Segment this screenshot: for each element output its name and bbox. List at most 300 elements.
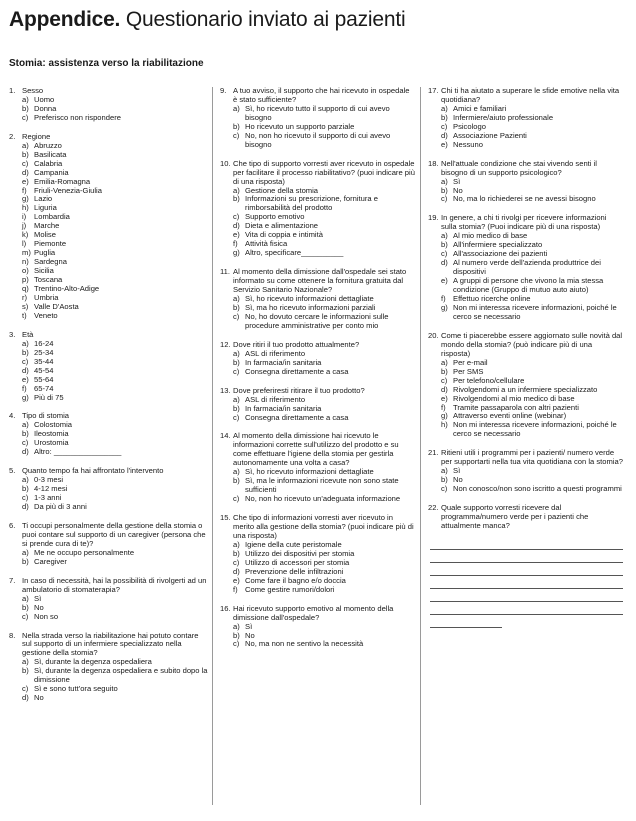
- option-letter: b): [233, 121, 240, 131]
- question-header: [428, 504, 623, 531]
- option-text: Sicilia: [34, 266, 54, 276]
- option-letter: c): [22, 684, 29, 694]
- option-letter: c): [233, 557, 240, 567]
- question: [220, 432, 415, 504]
- option-text: No: [453, 475, 463, 485]
- option-letter: d): [441, 384, 448, 394]
- option-text: Lombardia: [34, 212, 70, 222]
- answer-line[interactable]: [430, 602, 623, 615]
- question-number: 20.: [428, 330, 439, 340]
- option-text: Sì, durante la degenza ospedaliera e subito dopo la dimissione: [34, 666, 208, 685]
- option-text: Sì, ho ricevuto tutto il supporto di cui avevo bisogno: [245, 103, 390, 122]
- question-header: [428, 214, 623, 232]
- answer-option[interactable]: [9, 694, 209, 703]
- answer-option[interactable]: [220, 249, 415, 258]
- option-letter: e): [441, 139, 448, 149]
- option-text: In farmacia/in sanitaria: [245, 403, 322, 413]
- question: [220, 514, 415, 595]
- option-letter: a): [441, 466, 448, 476]
- option-text: No, ma lo richiederei se ne avessi bisogno: [453, 194, 596, 204]
- option-text: Sardegna: [34, 257, 67, 267]
- question-header: [428, 87, 623, 105]
- option-letter: r): [22, 292, 28, 302]
- option-letter: c): [441, 249, 448, 259]
- column-divider: [212, 87, 213, 805]
- question: [428, 214, 623, 321]
- option-letter: c): [22, 611, 29, 621]
- option-letter: c): [22, 438, 29, 448]
- option-text: Per SMS: [453, 366, 484, 376]
- option-text: A gruppi di persone che vivono la mia stessa condizione (Gruppo di mutuo auto aiuto): [453, 276, 604, 295]
- question-number: 19.: [428, 213, 439, 223]
- option-letter: c): [233, 639, 240, 649]
- question: [428, 504, 623, 628]
- option-text: Utilizzo di accessori per stomia: [245, 557, 350, 567]
- option-text: Effettuo ricerche online: [453, 294, 531, 304]
- question-header: [9, 577, 209, 595]
- option-text: Colostomia: [34, 420, 72, 430]
- question-text: Dove preferiresti ritirare il tuo prodotto?: [233, 385, 365, 395]
- answer-option[interactable]: [428, 259, 623, 277]
- option-letter: f): [441, 294, 446, 304]
- question: [9, 467, 209, 512]
- option-letter: e): [22, 176, 29, 186]
- option-letter: a): [22, 547, 29, 557]
- question-header: [220, 160, 415, 187]
- option-text: Psicologo: [453, 121, 486, 131]
- question: [9, 331, 209, 403]
- option-letter: c): [233, 366, 240, 376]
- option-text: Non conosco/non sono iscritto a questi programmi: [453, 484, 622, 494]
- answer-line[interactable]: [430, 537, 623, 550]
- option-letter: a): [233, 539, 240, 549]
- question-header: [220, 87, 415, 105]
- option-letter: a): [233, 294, 240, 304]
- question-text: Che tipo di supporto vorresti aver ricevuto in ospedale per facilitare il processo riabilitativo? (puoi indicare più di una risposta): [233, 158, 415, 186]
- question-number: 18.: [428, 158, 439, 168]
- option-letter: d): [22, 447, 29, 457]
- question-text: Nell'attuale condizione che stai vivendo senti il bisogno di un supporto psicologico?: [441, 158, 597, 177]
- option-text: Utilizzo dei dispositivi per stomia: [245, 548, 355, 558]
- question-text: Chi ti ha aiutato a superare le sfide emotive nella vita quotidiana?: [441, 86, 620, 104]
- question-number: 5.: [9, 466, 16, 476]
- question-text: In genere, a chi ti rivolgi per ricevere informazioni sulla stomia? (Puoi indicare più di una risposta): [441, 213, 607, 232]
- option-letter: f): [441, 402, 446, 412]
- option-text: Lazio: [34, 194, 53, 204]
- option-text: ASL di riferimento: [245, 394, 306, 404]
- option-text: Amici e familiari: [453, 103, 507, 113]
- questions-column-1: [9, 87, 209, 713]
- option-text: Basilicata: [34, 149, 67, 159]
- option-text: Attività fisica: [245, 239, 288, 249]
- answer-option[interactable]: [428, 485, 623, 494]
- answer-option[interactable]: [220, 414, 415, 423]
- question-header: [428, 332, 623, 359]
- answer-option[interactable]: [9, 114, 209, 123]
- answer-option[interactable]: [9, 394, 209, 403]
- option-letter: d): [441, 258, 448, 268]
- option-text: Come fare il bagno e/o doccia: [245, 575, 346, 585]
- option-text: 25-34: [34, 347, 54, 357]
- question-text: Ti occupi personalmente della gestione della stomia o puoi contare sul supporto di un caregiver (persona che si prende cura di te)?: [22, 520, 206, 548]
- question-text: Hai ricevuto supporto emotivo al momento della dimissione dall'ospedale?: [233, 603, 394, 622]
- option-text: No: [34, 602, 44, 612]
- option-text: Sì e sono tutt'ora seguito: [34, 684, 118, 694]
- answer-option[interactable]: [220, 477, 415, 495]
- answer-option[interactable]: [428, 141, 623, 150]
- question: [9, 133, 209, 321]
- option-letter: f): [233, 584, 238, 594]
- question: [220, 87, 415, 150]
- option-letter: f): [22, 383, 27, 393]
- answer-option[interactable]: [220, 195, 415, 213]
- question-header: [220, 605, 415, 623]
- option-letter: c): [441, 484, 448, 494]
- answer-line[interactable]: [430, 615, 502, 628]
- option-text: Supporto emotivo: [245, 212, 305, 222]
- option-text: All'infermiere specializzato: [453, 240, 543, 250]
- option-letter: b): [233, 403, 240, 413]
- option-letter: b): [441, 366, 448, 376]
- option-letter: g): [233, 248, 240, 258]
- answer-option[interactable]: [220, 313, 415, 331]
- answer-option[interactable]: [428, 195, 623, 204]
- option-text: Al numero verde dell'azienda produttrice dei dispositivi: [453, 258, 601, 277]
- option-text: No: [34, 693, 44, 703]
- option-text: Non so: [34, 611, 59, 621]
- option-text: Prevenzione delle infiltrazioni: [245, 566, 344, 576]
- option-letter: c): [22, 158, 29, 168]
- answer-line[interactable]: [430, 563, 623, 576]
- question-header: [220, 432, 415, 468]
- question-number: 10.: [220, 158, 231, 168]
- option-letter: c): [441, 121, 448, 131]
- question-text: Età: [22, 329, 34, 339]
- option-text: Dieta e alimentazione: [245, 221, 319, 231]
- question: [220, 268, 415, 331]
- option-text: Igiene della cute peristomale: [245, 539, 342, 549]
- option-text: Sì, ho ricevuto informazioni dettagliate: [245, 294, 374, 304]
- option-text: Sì: [34, 593, 42, 603]
- question: [9, 577, 209, 622]
- option-letter: a): [22, 338, 29, 348]
- option-letter: c): [22, 493, 29, 503]
- question-number: 22.: [428, 503, 439, 513]
- option-text: All'associazione dei pazienti: [453, 249, 548, 259]
- option-letter: c): [22, 356, 29, 366]
- option-text: Sì: [245, 621, 253, 631]
- question-number: 7.: [9, 575, 16, 585]
- option-letter: d): [441, 130, 448, 140]
- option-letter: b): [22, 429, 29, 439]
- option-text: In farmacia/in sanitaria: [245, 357, 322, 367]
- option-letter: c): [233, 412, 240, 422]
- question-number: 4.: [9, 411, 16, 421]
- question: [9, 87, 209, 123]
- answer-option[interactable]: [9, 448, 209, 457]
- answer-line[interactable]: [430, 550, 623, 563]
- option-letter: b): [233, 357, 240, 367]
- option-text: Come gestire rumori/dolori: [245, 584, 335, 594]
- option-text: Rivolgendomi a un infermiere specializzato: [453, 384, 598, 394]
- option-text: Non mi interessa ricevere informazioni, poiché le cerco se necessario: [453, 420, 617, 439]
- option-text: No, ma non ne sentivo la necessità: [245, 639, 364, 649]
- answer-option[interactable]: [428, 421, 623, 439]
- answer-option[interactable]: [9, 667, 209, 685]
- option-text: Gestione della stomia: [245, 185, 319, 195]
- option-text: Urostomia: [34, 438, 69, 448]
- option-letter: c): [233, 311, 240, 321]
- option-letter: b): [233, 630, 240, 640]
- option-text: Informazioni su prescrizione, fornitura e rimborsabilità del prodotto: [245, 194, 378, 213]
- question: [9, 412, 209, 457]
- answer-option[interactable]: [220, 132, 415, 150]
- answer-option[interactable]: [9, 503, 209, 512]
- option-letter: b): [22, 602, 29, 612]
- question-header: [428, 160, 623, 178]
- option-letter: b): [233, 476, 240, 486]
- question: [428, 87, 623, 150]
- option-text: Infermiere/aiuto professionale: [453, 112, 554, 122]
- option-letter: q): [22, 284, 29, 294]
- question-number: 3.: [9, 329, 16, 339]
- option-letter: a): [22, 657, 29, 667]
- option-letter: a): [22, 140, 29, 150]
- option-letter: a): [441, 357, 448, 367]
- question-number: 16.: [220, 603, 231, 613]
- option-letter: e): [22, 374, 29, 384]
- answer-option[interactable]: [9, 558, 209, 567]
- option-letter: b): [233, 548, 240, 558]
- question: [9, 632, 209, 704]
- option-text: Ileostomia: [34, 429, 69, 439]
- option-text: No: [245, 630, 255, 640]
- question-number: 15.: [220, 513, 231, 523]
- option-letter: b): [441, 475, 448, 485]
- option-text: Friuli-Venezia-Giulia: [34, 185, 102, 195]
- option-text: Ho ricevuto un supporto parziale: [245, 121, 355, 131]
- option-letter: b): [441, 185, 448, 195]
- option-text: Vita di coppia e intimità: [245, 230, 323, 240]
- option-letter: c): [441, 375, 448, 385]
- question-number: 17.: [428, 86, 439, 95]
- option-text: 55-64: [34, 374, 54, 384]
- option-letter: a): [22, 475, 29, 485]
- option-letter: c): [441, 194, 448, 204]
- answer-option[interactable]: [9, 613, 209, 622]
- option-letter: g): [441, 411, 448, 421]
- option-letter: e): [233, 230, 240, 240]
- question-text: Quanto tempo fa hai affrontato l'intervento: [22, 466, 164, 476]
- option-letter: h): [441, 420, 448, 430]
- option-letter: d): [22, 693, 29, 703]
- question-text: Nella strada verso la riabilitazione hai potuto contare sul supporto di un infermiere specializzato nella gestione della stomia?: [22, 630, 199, 658]
- option-letter: c): [233, 212, 240, 222]
- option-letter: a): [441, 231, 448, 241]
- answer-option[interactable]: [220, 495, 415, 504]
- option-letter: d): [22, 365, 29, 375]
- question-number: 11.: [220, 267, 230, 277]
- option-text: Non mi interessa ricevere informazioni, poiché le cerco se necessario: [453, 302, 617, 321]
- question-text: Al momento della dimissione dall'ospedale sei stato informato su come ottenere la fornitura gratuita dal Servizio Sanitario Nazionale?: [233, 267, 407, 295]
- option-text: 0-3 mesi: [34, 475, 64, 485]
- option-text: Emilia-Romagna: [34, 176, 91, 186]
- option-text: ASL di riferimento: [245, 348, 306, 358]
- option-text: Per telefono/cellulare: [453, 375, 525, 385]
- option-letter: c): [233, 130, 240, 140]
- questions-column-2: [220, 87, 415, 659]
- question-text: Come ti piacerebbe essere aggiornato sulle novità dal mondo della stomia? (può indicare più di una risposta): [441, 330, 623, 358]
- option-letter: a): [233, 467, 240, 477]
- question-number: 9.: [220, 86, 227, 95]
- question-header: [9, 632, 209, 659]
- option-letter: f): [233, 239, 238, 249]
- question-text: In caso di necessità, hai la possibilità di rivolgerti ad un ambulatorio di stomaterapia?: [22, 575, 207, 594]
- option-text: Rivolgendomi al mio medico di base: [453, 393, 575, 403]
- option-text: Puglia: [34, 248, 56, 258]
- option-letter: i): [22, 212, 27, 222]
- question-text: Tipo di stomia: [22, 411, 69, 421]
- answer-option[interactable]: [220, 640, 415, 649]
- option-text: Caregiver: [34, 556, 67, 566]
- option-text: 1-3 anni: [34, 493, 62, 503]
- option-letter: b): [22, 149, 29, 159]
- question: [220, 341, 415, 377]
- option-letter: k): [22, 230, 29, 240]
- answer-line[interactable]: [430, 576, 623, 589]
- option-letter: l): [22, 239, 27, 249]
- option-letter: a): [233, 394, 240, 404]
- option-text: Me ne occupo personalmente: [34, 547, 135, 557]
- option-letter: b): [22, 103, 29, 113]
- option-letter: g): [22, 392, 29, 402]
- answer-option[interactable]: [9, 312, 209, 321]
- option-text: 16-24: [34, 338, 54, 348]
- option-letter: n): [22, 257, 29, 267]
- option-letter: a): [233, 103, 240, 113]
- question: [220, 387, 415, 423]
- option-text: No: [453, 185, 463, 195]
- option-text: Sì: [453, 466, 461, 476]
- option-letter: a): [233, 621, 240, 631]
- question-number: 6.: [9, 520, 16, 530]
- answer-lines: [428, 531, 623, 628]
- option-text: Tramite passaparola con altri pazienti: [453, 402, 579, 412]
- option-letter: o): [22, 266, 29, 276]
- section-subtitle: Stomia: assistenza verso la riabilitazione: [9, 58, 204, 69]
- option-text: Consegna direttamente a casa: [245, 412, 349, 422]
- question-text: Quale supporto vorresti ricevere dal programma/numero verde per i pazienti che attualmente manca?: [441, 503, 589, 530]
- option-text: Sì, ho ricevuto informazioni dettagliate: [245, 467, 374, 477]
- option-text: Più di 75: [34, 392, 64, 402]
- option-text: Calabria: [34, 158, 63, 168]
- column-divider: [420, 87, 421, 805]
- option-text: Marche: [34, 221, 60, 231]
- option-text: No, ho dovuto cercare le informazioni sulle procedure amministrative per conto mio: [245, 311, 389, 330]
- option-text: 35-44: [34, 356, 54, 366]
- option-text: Piemonte: [34, 239, 67, 249]
- page-title: Appendice. Questionario inviato ai pazienti: [9, 8, 406, 31]
- option-letter: c): [22, 112, 29, 122]
- option-text: Molise: [34, 230, 56, 240]
- option-text: Sì: [453, 176, 461, 186]
- option-letter: b): [441, 240, 448, 250]
- answer-line[interactable]: [430, 589, 623, 602]
- option-letter: a): [441, 103, 448, 113]
- answer-option[interactable]: [220, 368, 415, 377]
- option-letter: g): [441, 302, 448, 312]
- option-text: Uomo: [34, 94, 55, 104]
- option-letter: b): [22, 556, 29, 566]
- option-text: Attraverso eventi online (webinar): [453, 411, 567, 421]
- option-letter: b): [441, 112, 448, 122]
- option-letter: d): [22, 167, 29, 177]
- question-text: Dove ritiri il tuo prodotto attualmente?: [233, 339, 360, 349]
- option-text: No, non ho ricevuto un'adeguata informazione: [245, 494, 401, 504]
- option-text: Umbria: [34, 292, 59, 302]
- question-header: [9, 522, 209, 549]
- answer-option[interactable]: [220, 105, 415, 123]
- option-letter: f): [22, 185, 27, 195]
- question-text: Al momento della dimissione hai ricevuto le informazioni corrette sull'utilizzo del prodotto e su come effettuare l'igiene della stomia per gestirla autonomamente una volta a casa?: [233, 431, 399, 468]
- answer-option[interactable]: [220, 586, 415, 595]
- answer-option[interactable]: [428, 277, 623, 295]
- option-text: Altro, specificare__________: [245, 248, 344, 258]
- option-text: 4-12 mesi: [34, 484, 68, 494]
- question: [428, 332, 623, 439]
- option-text: Al mio medico di base: [453, 231, 528, 241]
- option-letter: a): [233, 348, 240, 358]
- option-letter: b): [22, 666, 29, 676]
- questions-column-3: [428, 87, 623, 638]
- option-letter: b): [22, 347, 29, 357]
- option-text: Altro: ________________: [34, 447, 122, 457]
- question-number: 13.: [220, 385, 231, 395]
- option-text: Abruzzo: [34, 140, 62, 150]
- option-letter: t): [22, 310, 27, 320]
- option-text: Nessuno: [453, 139, 483, 149]
- option-letter: g): [22, 194, 29, 204]
- answer-option[interactable]: [428, 304, 623, 322]
- option-letter: b): [233, 194, 240, 204]
- option-letter: d): [233, 566, 240, 576]
- option-text: Preferisco non rispondere: [34, 112, 121, 122]
- option-text: 45-54: [34, 365, 54, 375]
- question-number: 1.: [9, 86, 16, 95]
- question-number: 21.: [428, 448, 439, 458]
- option-letter: a): [233, 185, 240, 195]
- option-letter: e): [441, 393, 448, 403]
- option-letter: m): [22, 248, 31, 258]
- option-text: Veneto: [34, 310, 58, 320]
- option-text: Consegna direttamente a casa: [245, 366, 349, 376]
- option-text: Sì, ma le informazioni ricevute non sono state sufficienti: [245, 476, 399, 495]
- option-letter: h): [22, 203, 29, 213]
- option-text: Liguria: [34, 203, 57, 213]
- option-letter: a): [22, 420, 29, 430]
- option-text: Trentino-Alto-Adige: [34, 284, 100, 294]
- option-letter: e): [441, 276, 448, 286]
- option-text: Sì, durante la degenza ospedaliera: [34, 657, 152, 667]
- option-letter: a): [441, 176, 448, 186]
- option-letter: a): [22, 593, 29, 603]
- option-letter: d): [22, 502, 29, 512]
- option-text: Associazione Pazienti: [453, 130, 527, 140]
- question-text: Sesso: [22, 86, 44, 95]
- question-header: [428, 449, 623, 467]
- option-text: No, non ho ricevuto il supporto di cui avevo bisogno: [245, 130, 391, 149]
- option-text: Sì, ma ho ricevuto informazioni parziali: [245, 302, 376, 312]
